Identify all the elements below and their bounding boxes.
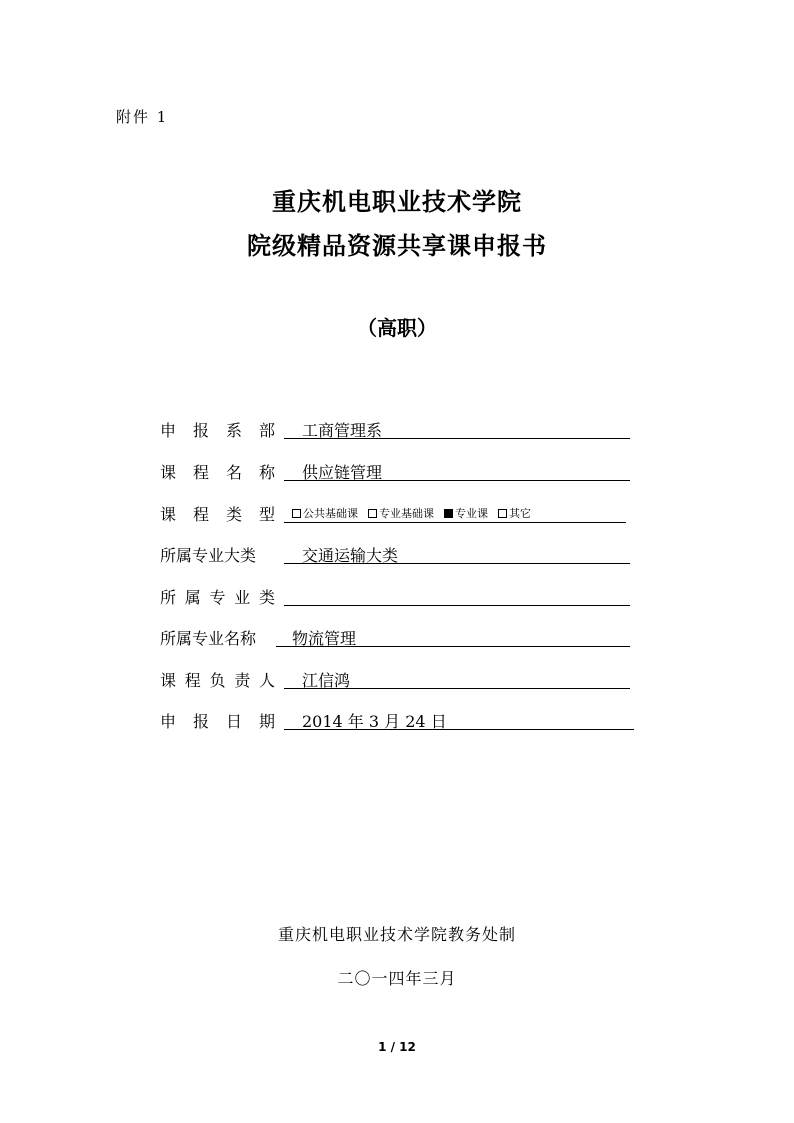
major-class-label: 所 属 专 业 类 <box>160 588 275 607</box>
course-type-options <box>292 505 531 521</box>
course-lead-label: 课 程 负 责 人 <box>160 671 275 690</box>
title-document: 院级精品资源共享课申报书 <box>247 232 547 260</box>
course-name-field[interactable]: 供应链管理 <box>302 463 383 482</box>
subtitle-level: （高职） <box>357 316 437 340</box>
course-type-underline <box>284 522 626 523</box>
checkbox-icon[interactable] <box>368 509 377 518</box>
attachment-label: 附件 1 <box>116 108 169 126</box>
option-major-basic[interactable]: 专业基础课 <box>368 505 434 521</box>
issue-date: 二〇一四年三月 <box>337 969 457 988</box>
option-public-basic[interactable]: 公共基础课 <box>292 505 358 521</box>
checkbox-checked-icon[interactable] <box>444 509 453 518</box>
option-major-course[interactable]: 专业课 <box>444 505 488 521</box>
major-name-field[interactable]: 物流管理 <box>292 629 357 648</box>
issuing-office: 重庆机电职业技术学院教务处制 <box>277 925 516 944</box>
checkbox-icon[interactable] <box>292 509 301 518</box>
department-field[interactable]: 工商管理系 <box>302 421 383 440</box>
course-lead-field[interactable]: 江信鸿 <box>302 671 351 690</box>
department-label: 申 报 系 部 <box>160 421 275 440</box>
course-type-label: 课 程 类 型 <box>160 505 275 524</box>
page-number: 1 / 12 <box>378 1040 416 1054</box>
checkbox-icon[interactable] <box>498 509 507 518</box>
apply-date-label: 申 报 日 期 <box>160 712 275 731</box>
major-category-field[interactable]: 交通运输大类 <box>302 546 399 565</box>
option-other[interactable]: 其它 <box>498 505 531 521</box>
apply-date-field[interactable]: 2014 年 3 月 24 日 <box>302 712 447 731</box>
major-class-underline <box>284 605 630 606</box>
course-name-label: 课 程 名 称 <box>160 463 275 482</box>
title-institution: 重庆机电职业技术学院 <box>272 188 522 216</box>
major-name-label: 所属专业名称 <box>160 629 257 648</box>
major-category-label: 所属专业大类 <box>160 546 257 565</box>
